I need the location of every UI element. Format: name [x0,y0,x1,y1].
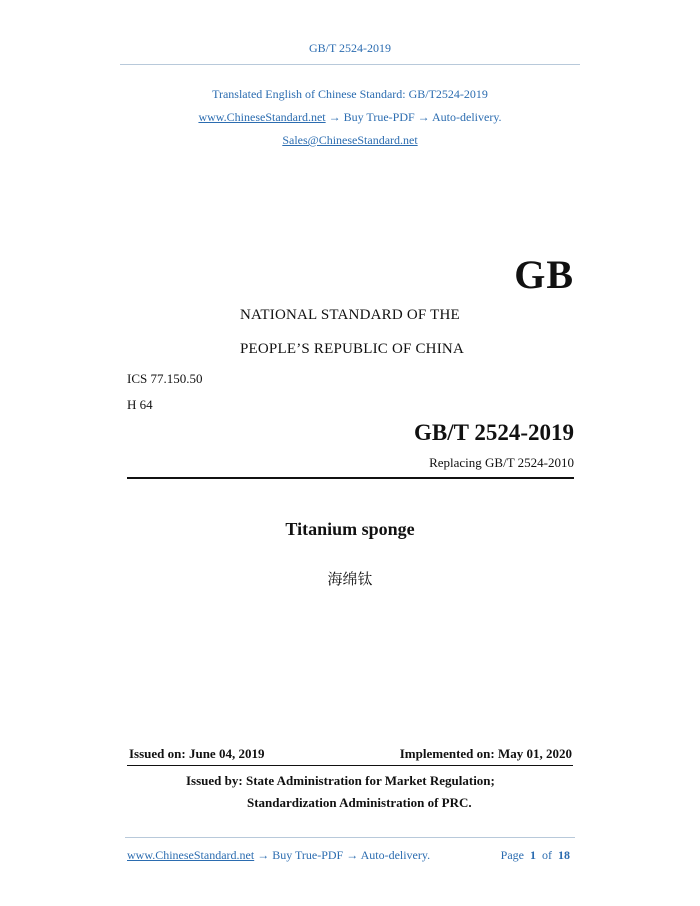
translation-notice: Translated English of Chinese Standard: GB/T2524-2019 [212,87,488,101]
page-label: Page [500,848,524,862]
site-link[interactable]: www.ChineseStandard.net [198,110,326,124]
footer-site-rest: → Buy True-PDF → Auto-delivery. [254,848,431,862]
h-code: H 64 [127,397,153,412]
footer-site-link[interactable]: www.ChineseStandard.net [127,848,255,862]
page-of: of [542,848,552,862]
footer-divider [125,837,575,838]
replacing-note: Replacing GB/T 2524-2010 [429,455,574,470]
issued-by-line2: Standardization Administration of PRC. [247,795,472,810]
implemented-on-date: Implemented on: May 01, 2020 [399,746,572,761]
site-line-rest: → Buy True-PDF → Auto-delivery. [325,110,502,124]
footer-site-line [127,848,430,863]
page-header-code: GB/T 2524-2019 [308,41,392,55]
ics-code: ICS 77.150.50 [127,371,203,386]
national-standard-line2: PEOPLE’S REPUBLIC OF CHINA [240,341,464,357]
header-divider [120,64,580,65]
standard-number: GB/T 2524-2019 [414,420,574,445]
page-indicator [501,848,570,863]
title-chinese: 海绵钛 [327,570,373,588]
dates-divider [127,765,573,766]
issued-on-date: Issued on: June 04, 2019 [129,746,265,761]
sales-email-link[interactable]: Sales@ChineseStandard.net [282,133,418,147]
sales-line [0,133,700,148]
title-english: Titanium sponge [285,519,415,539]
cover-divider [127,477,574,479]
page-total: 18 [558,848,570,862]
gb-logo: GB [514,252,574,297]
issued-by-line1: Issued by: State Administration for Market Regulation; [186,773,495,788]
national-standard-line1: NATIONAL STANDARD OF THE [240,307,460,323]
site-line [0,110,700,125]
page-current: 1 [530,848,536,862]
